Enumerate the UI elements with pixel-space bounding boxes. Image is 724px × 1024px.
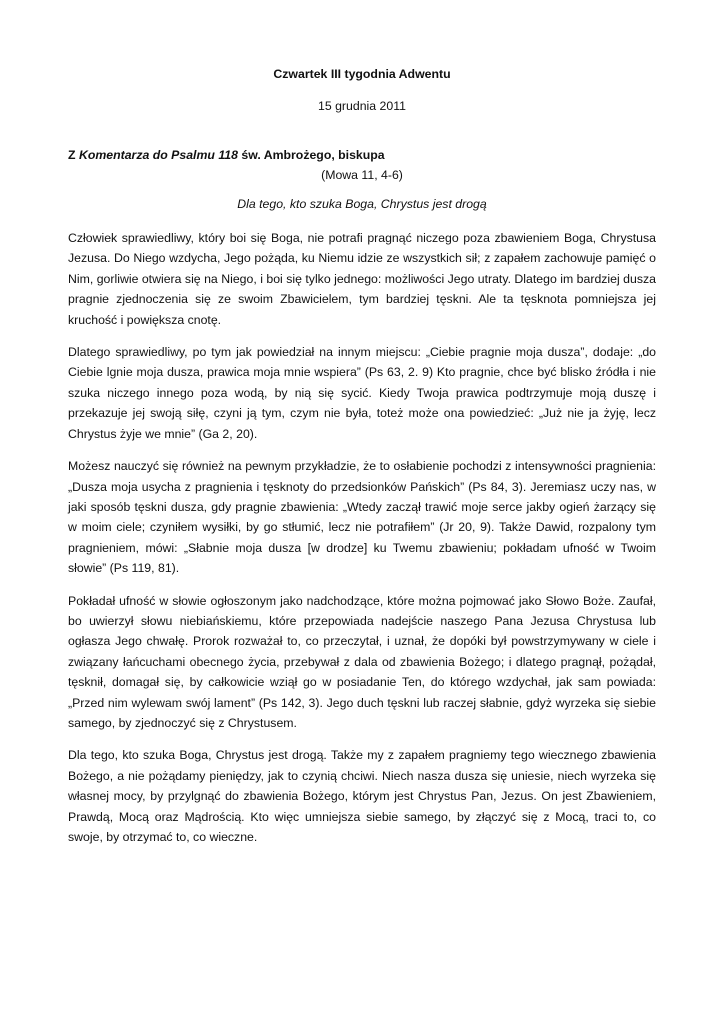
reading-heading: Dla tego, kto szuka Boga, Chrystus jest drogą [237,196,487,211]
document-title: Czwartek III tygodnia Adwentu [273,67,451,81]
source-work: Komentarza do Psalmu 118 [78,147,238,162]
sermon-reference: (Mowa 11, 4-6) [321,168,403,183]
source-prefix: Z [68,147,79,162]
source-line [68,145,656,165]
paragraph-1: Człowiek sprawiedliwy, który boi się Boga, nie potrafi pragnąć niczego poza zbawieniem Boga, Chrystusa Jezusa. Do Niego wzdycha, Jego pożąda, ku Niemu idzie ze wszystkich sił; z zapałem zachowuje pamięć o Nim, gorliwie otwiera się na Niego, i boi się tylko jednego: możliwości Jego utraty. Dlatego im bardziej dusza pragnie zjednoczenia się ze swoim Zbawicielem, tym bardziej tęskni. Ale ta tęsknota pomniejsza jej kruchość i powiększa cnotę. [68,231,656,327]
document-page [68,64,656,847]
paragraph-4: Pokładał ufność w słowie ogłoszonym jako nadchodzące, które można pojmować jako Słowo Boże. Zaufał, bo uwierzył słowu niebiańskiemu, które przepowiada nadejście naszego Pana Jezusa Chrystusa lub ogłasza Jego chwałę. Prorok rozważał to, co przeczytał, i uznał, że dopóki był powstrzymywany w ciele i związany łańcuchami obecnego życia, przebywał z dala od zbawienia Bożego; i dlatego pragnął, pożądał, tęsknił, domagał się, by całkowicie wziął go w posiadanie Ten, do którego wzdychał, jak sam powiada: „Przed nim wylewam swój lament” (Ps 142, 3). Jego duch tęskni lub raczej słabnie, gdyż wyrzeka się siebie samego, by zjednoczyć się z Chrystusem. [68,593,656,730]
paragraph-2: Dlatego sprawiedliwy, po tym jak powiedział na innym miejscu: „Ciebie pragnie moja dusza”, dodaje: „do Ciebie lgnie moja dusza, prawica moja mnie wspiera” (Ps 63, 2. 9) Kto pragnie, chce być blisko źródła i nie szuka niczego innego poza wodą, by nią się sycić. Kiedy Twoja prawica podtrzymuje moją duszę i przekazuje jej swoją siłę, czyni ją tym, czym nie była, toteż może ona powiedzieć: „Już nie ja żyję, lecz Chrystus żyje we mnie” (Ga 2, 20). [68,345,656,441]
paragraph-5: Dla tego, kto szuka Boga, Chrystus jest drogą. Także my z zapałem pragniemy tego wiecznego zbawienia Bożego, a nie pożądamy pieniędzy, jak to czynią chciwi. Niech nasza dusza się uniesie, niech wyrzeka się własnej mocy, by przylgnąć do zbawienia Bożego, którym jest Chrystus Pan, Jezus. On jest Zbawieniem, Prawdą, Mocą oraz Mądrością. Kto więc umniejsza siebie samego, by złączyć się z Mocą, traci to, co swoje, by otrzymać to, co wieczne. [68,748,656,844]
paragraph-3: Możesz nauczyć się również na pewnym przykładzie, że to osłabienie pochodzi z intensywności pragnienia: „Dusza moja usycha z pragnienia i tęsknoty do przedsionków Pańskich” (Ps 84, 3). Jeremiasz uczy nas, w jaki sposób tęskni dusza, gdy pragnie zbawienia: „Wtedy zaczął trawić moje serce jakby ogień żarzący się w moim ciele; czyniłem wysiłki, by go stłumić, lecz nie potrafiłem” (Jr 20, 9). Także Dawid, rozpalony tym pragnieniem, mówi: „Słabnie moja dusza [w drodze] ku Twemu zbawieniu; pokładam ufność w Twoim słowie” (Ps 119, 81). [68,459,656,576]
source-author: św. Ambrożego, biskupa [237,147,385,162]
document-date: 15 grudnia 2011 [318,99,406,114]
